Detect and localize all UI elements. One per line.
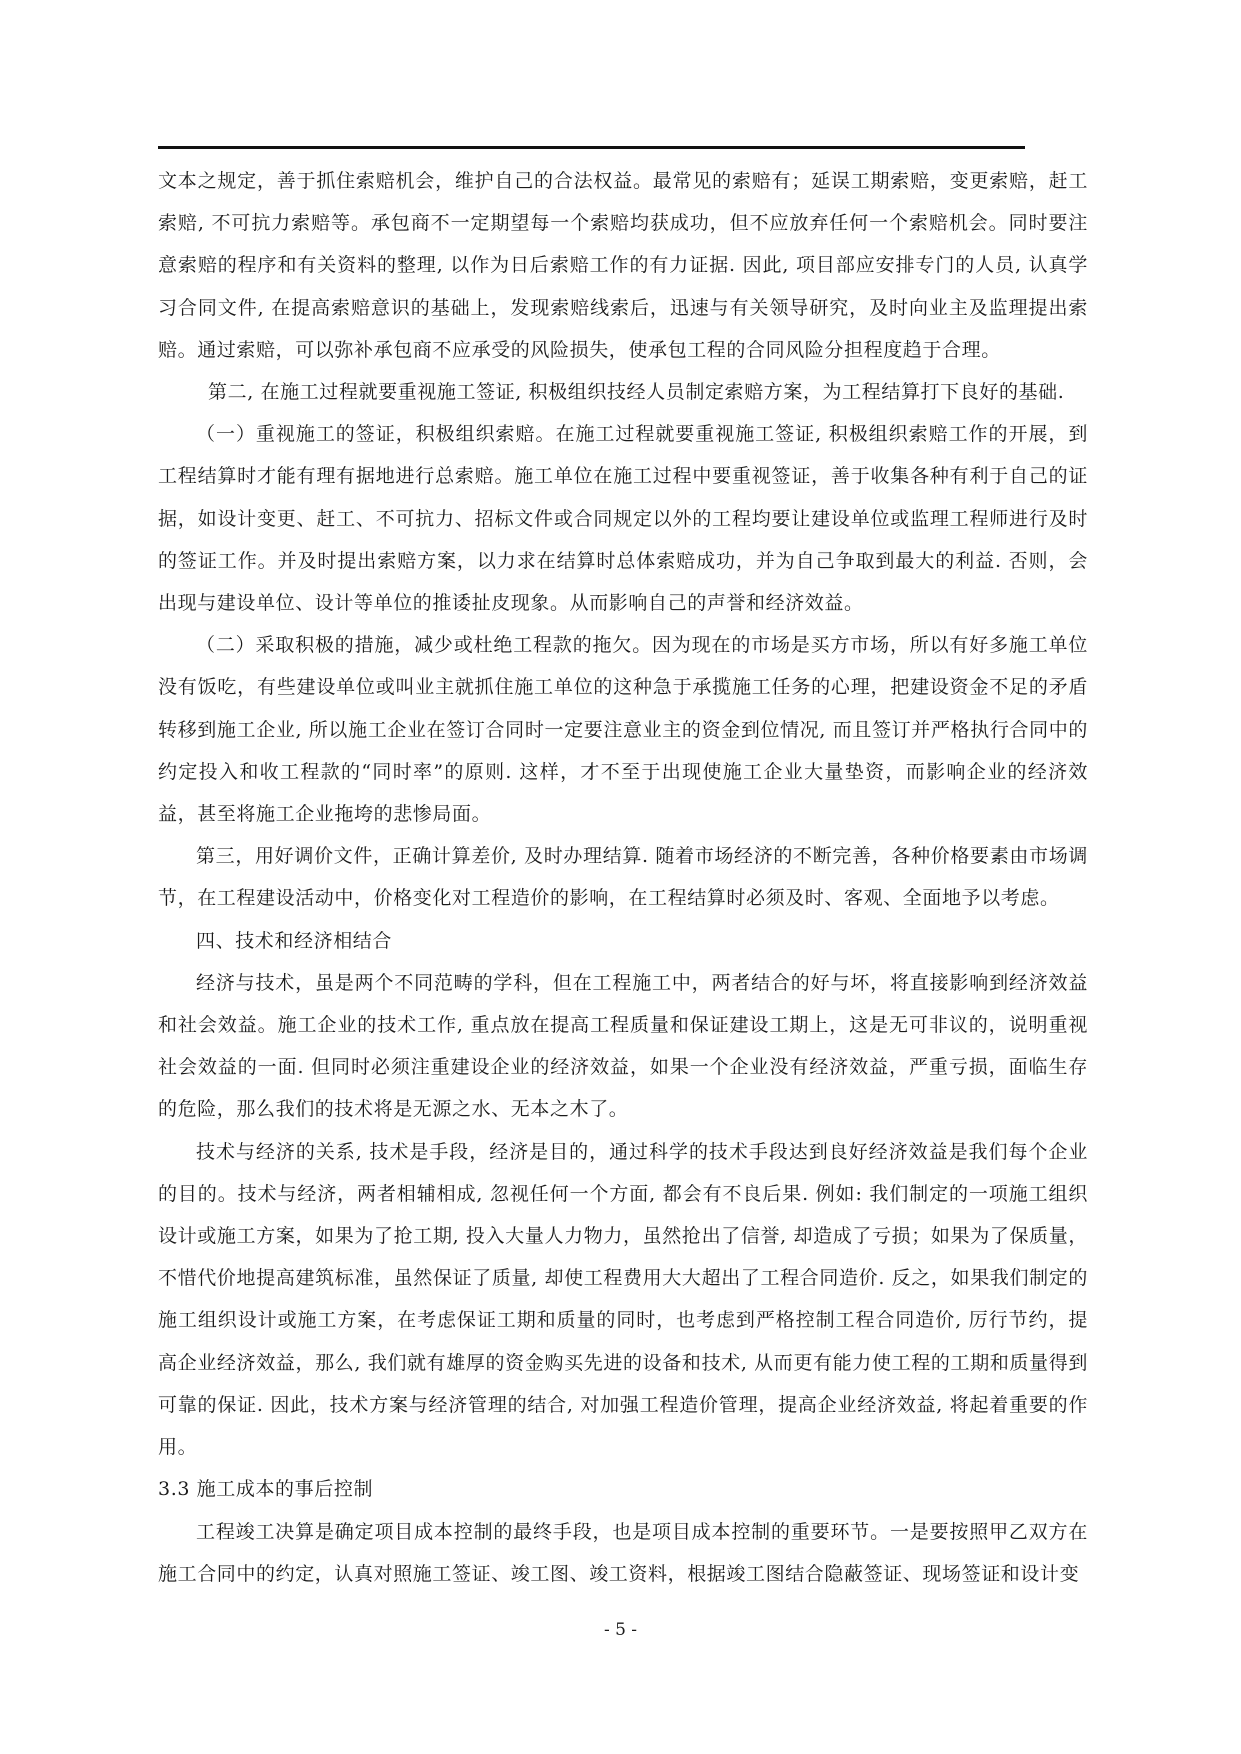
paragraph-tech-economy-relation: 技术与经济的关系, 技术是手段，经济是目的，通过科学的技术手段达到良好经济效益是我们每个企业的目的。技术与经济，两者相辅相成, 忽视任何一个方面, 都会有不良后果. 例如: 我们制定的一项施工组织设计或施工方案，如果为了抢工期, 投入大量人力物力，虽然抢出了信誉, 却造成了亏损；如果为了保质量，不惜代价地提高建筑标准，虽然保证了质量, 却使工程费用大大超出了工程合同造价. 反之，如果我们制定的施工组织设计或施工方案，在考虑保证工期和质量的同时，也考虑到严格控制工程合同造价, 厉行节约，提高企业经济效益，那么, 我们就有雄厚的资金购买先进的设备和技术, 从而更有能力使工程的工期和质量得到可靠的保证. 因此，技术方案与经济管理的结合, 对加强工程造价管理，提高企业经济效益, 将起着重要的作用。: [158, 1140, 1088, 1459]
paragraph-second-point: 第二, 在施工过程就要重视施工签证, 积极组织技经人员制定索赔方案，为工程结算打下良好的基础.: [208, 381, 1065, 404]
paragraph-third-point: 第三，用好调价文件，正确计算差价, 及时办理结算. 随着市场经济的不断完善，各种价格要素由市场调节，在工程建设活动中，价格变化对工程造价的影响，在工程结算时必须及时、客观、全面地予以考虑。: [158, 845, 1088, 910]
page-number: - 5 -: [603, 1620, 638, 1640]
body-text: [158, 160, 1088, 1595]
header-rule: [158, 146, 1025, 149]
section-heading-3-3: 3.3 施工成本的事后控制: [158, 1478, 374, 1501]
paragraph-subpoint-1: （一）重视施工的签证，积极组织索赔。在施工过程就要重视施工签证, 积极组织索赔工作的开展，到工程结算时才能有理有据地进行总索赔。施工单位在施工过程中要重视签证，善于收集各种有利于自己的证据，如设计变更、赶工、不可抗力、招标文件或合同规定以外的工程均要让建设单位或监理工程师进行及时的签证工作。并及时提出索赔方案，以力求在结算时总体索赔成功，并为自己争取到最大的利益. 否则，会出现与建设单位、设计等单位的推诿扯皮现象。从而影响自己的声誉和经济效益。: [158, 423, 1088, 615]
paragraph-final-accounts: 工程竣工决算是确定项目成本控制的最终手段，也是项目成本控制的重要环节。一是要按照甲乙双方在施工合同中的约定，认真对照施工签证、竣工图、竣工资料，根据竣工图结合隐蔽签证、现场签证和设计变: [158, 1520, 1088, 1585]
paragraph-subpoint-2: （二）采取积极的措施，减少或杜绝工程款的拖欠。因为现在的市场是买方市场，所以有好多施工单位没有饭吃，有些建设单位或叫业主就抓住施工单位的这种急于承揽施工任务的心理，把建设资金不足的矛盾转移到施工企业, 所以施工企业在签订合同时一定要注意业主的资金到位情况, 而且签订并严格执行合同中的约定投入和收工程款的“同时率”的原则. 这样，才不至于出现使施工企业大量垫资，而影响企业的经济效益，甚至将施工企业拖垮的悲惨局面。: [158, 634, 1088, 826]
section-heading-tech-economy: 四、技术和经济相结合: [196, 929, 393, 952]
paragraph-economy-technology: 经济与技术，虽是两个不同范畴的学科，但在工程施工中，两者结合的好与坏，将直接影响到经济效益和社会效益。施工企业的技术工作, 重点放在提高工程质量和保证建设工期上，这是无可非议的，说明重视社会效益的一面. 但同时必须注重建设企业的经济效益，如果一个企业没有经济效益，严重亏损，面临生存的危险，那么我们的技术将是无源之水、无本之木了。: [158, 971, 1088, 1121]
paragraph-claims-continuation: 文本之规定，善于抓住索赔机会，维护自己的合法权益。最常见的索赔有；延误工期索赔，变更索赔，赶工索赔, 不可抗力索赔等。承包商不一定期望每一个索赔均获成功，但不应放弃任何一个索赔机会。同时要注意索赔的程序和有关资料的整理, 以作为日后索赔工作的有力证据. 因此, 项目部应安排专门的人员, 认真学习合同文件, 在提高索赔意识的基础上，发现索赔线索后，迅速与有关领导研究，及时向业主及监理提出索赔。通过索赔，可以弥补承包商不应承受的风险损失，使承包工程的合同风险分担程度趋于合理。: [158, 170, 1088, 361]
